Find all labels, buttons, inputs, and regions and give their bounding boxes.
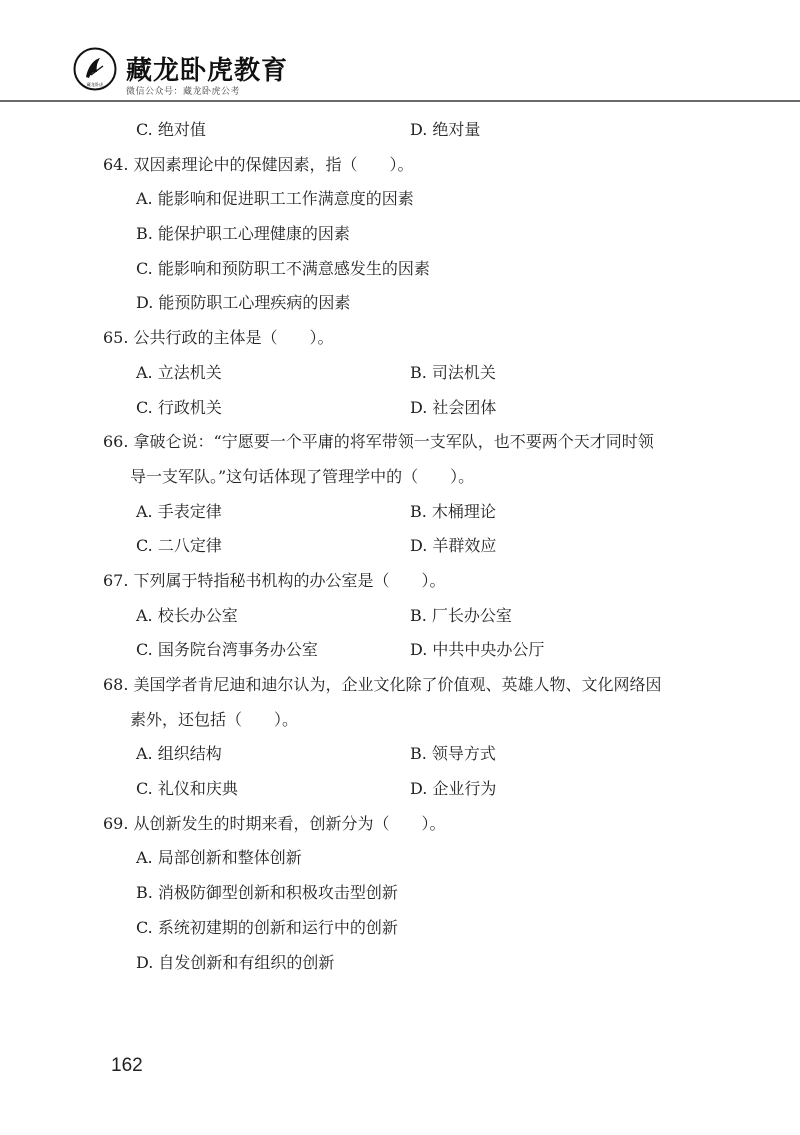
option-b: B. 厂长办公室 bbox=[410, 605, 512, 625]
question-67: 67. 下列属于特指秘书机构的办公室是（ ）。 bbox=[103, 570, 446, 590]
question-64: 64. 双因素理论中的保健因素，指（ ）。 bbox=[103, 154, 414, 174]
option-c: C. 二八定律 bbox=[136, 536, 222, 556]
option-row bbox=[0, 737, 800, 772]
page-header bbox=[0, 0, 800, 102]
page-number: 162 bbox=[111, 1055, 143, 1076]
option-b: B. 司法机关 bbox=[410, 362, 496, 382]
option-row bbox=[0, 495, 800, 530]
option-row bbox=[0, 356, 800, 391]
brand-subtitle: 微信公众号：藏龙卧虎公考 bbox=[126, 87, 241, 97]
option-a: A. 组织结构 bbox=[136, 744, 222, 764]
option-b: B. 领导方式 bbox=[410, 744, 496, 764]
logo-icon bbox=[73, 47, 117, 91]
option-row bbox=[0, 633, 800, 668]
option-row bbox=[0, 772, 800, 807]
option-d: D. 羊群效应 bbox=[410, 536, 497, 556]
option-row bbox=[0, 391, 800, 426]
option-a: A. 局部创新和整体创新 bbox=[136, 848, 302, 868]
option-a: A. 立法机关 bbox=[136, 362, 222, 382]
option-b: B. 能保护职工心理健康的因素 bbox=[136, 224, 350, 244]
option-c: C. 能影响和预防职工不满意感发生的因素 bbox=[136, 258, 430, 278]
option-b: B. 木桶理论 bbox=[410, 501, 496, 521]
question-68: 68. 美国学者肯尼迪和迪尔认为，企业文化除了价值观、英雄人物、文化网络因 bbox=[103, 675, 662, 694]
option-d: D. 绝对量 bbox=[410, 120, 481, 139]
option-d: D. 自发创新和有组织的创新 bbox=[136, 952, 335, 972]
option-c: C. 礼仪和庆典 bbox=[136, 779, 238, 799]
option-c: C. 行政机关 bbox=[136, 397, 222, 417]
option-d: D. 社会团体 bbox=[410, 397, 497, 417]
option-b: B. 消极防御型创新和积极攻击型创新 bbox=[136, 883, 398, 903]
option-a: A. 校长办公室 bbox=[136, 605, 238, 625]
option-row bbox=[0, 599, 800, 634]
question-66-continued: 导一支军队。”这句话体现了管理学中的（ ）。 bbox=[130, 466, 475, 486]
brand-name: 藏龙卧虎教育 bbox=[126, 56, 289, 86]
logo-text: 藏龙卧虎 bbox=[86, 82, 104, 87]
option-row bbox=[0, 529, 800, 564]
option-a: A. 能影响和促进职工工作满意度的因素 bbox=[136, 189, 414, 209]
option-c: C. 系统初建期的创新和运行中的创新 bbox=[136, 917, 398, 937]
option-a: A. 手表定律 bbox=[136, 501, 222, 521]
header-divider bbox=[0, 100, 800, 102]
option-d: D. 能预防职工心理疾病的因素 bbox=[136, 293, 351, 313]
option-d: D. 企业行为 bbox=[410, 779, 497, 799]
question-list bbox=[0, 113, 800, 980]
option-row bbox=[0, 113, 800, 148]
option-c: C. 国务院台湾事务办公室 bbox=[136, 640, 318, 660]
question-65: 65. 公共行政的主体是（ ）。 bbox=[103, 328, 334, 348]
option-c: C. 绝对值 bbox=[136, 120, 206, 139]
question-68-continued: 素外，还包括（ ）。 bbox=[130, 709, 299, 729]
question-66: 66. 拿破仑说：“宁愿要一个平庸的将军带领一支军队，也不要两个天才同时领 bbox=[103, 432, 654, 452]
question-69: 69. 从创新发生的时期来看，创新分为（ ）。 bbox=[103, 813, 446, 833]
option-d: D. 中共中央办公厅 bbox=[410, 640, 545, 660]
